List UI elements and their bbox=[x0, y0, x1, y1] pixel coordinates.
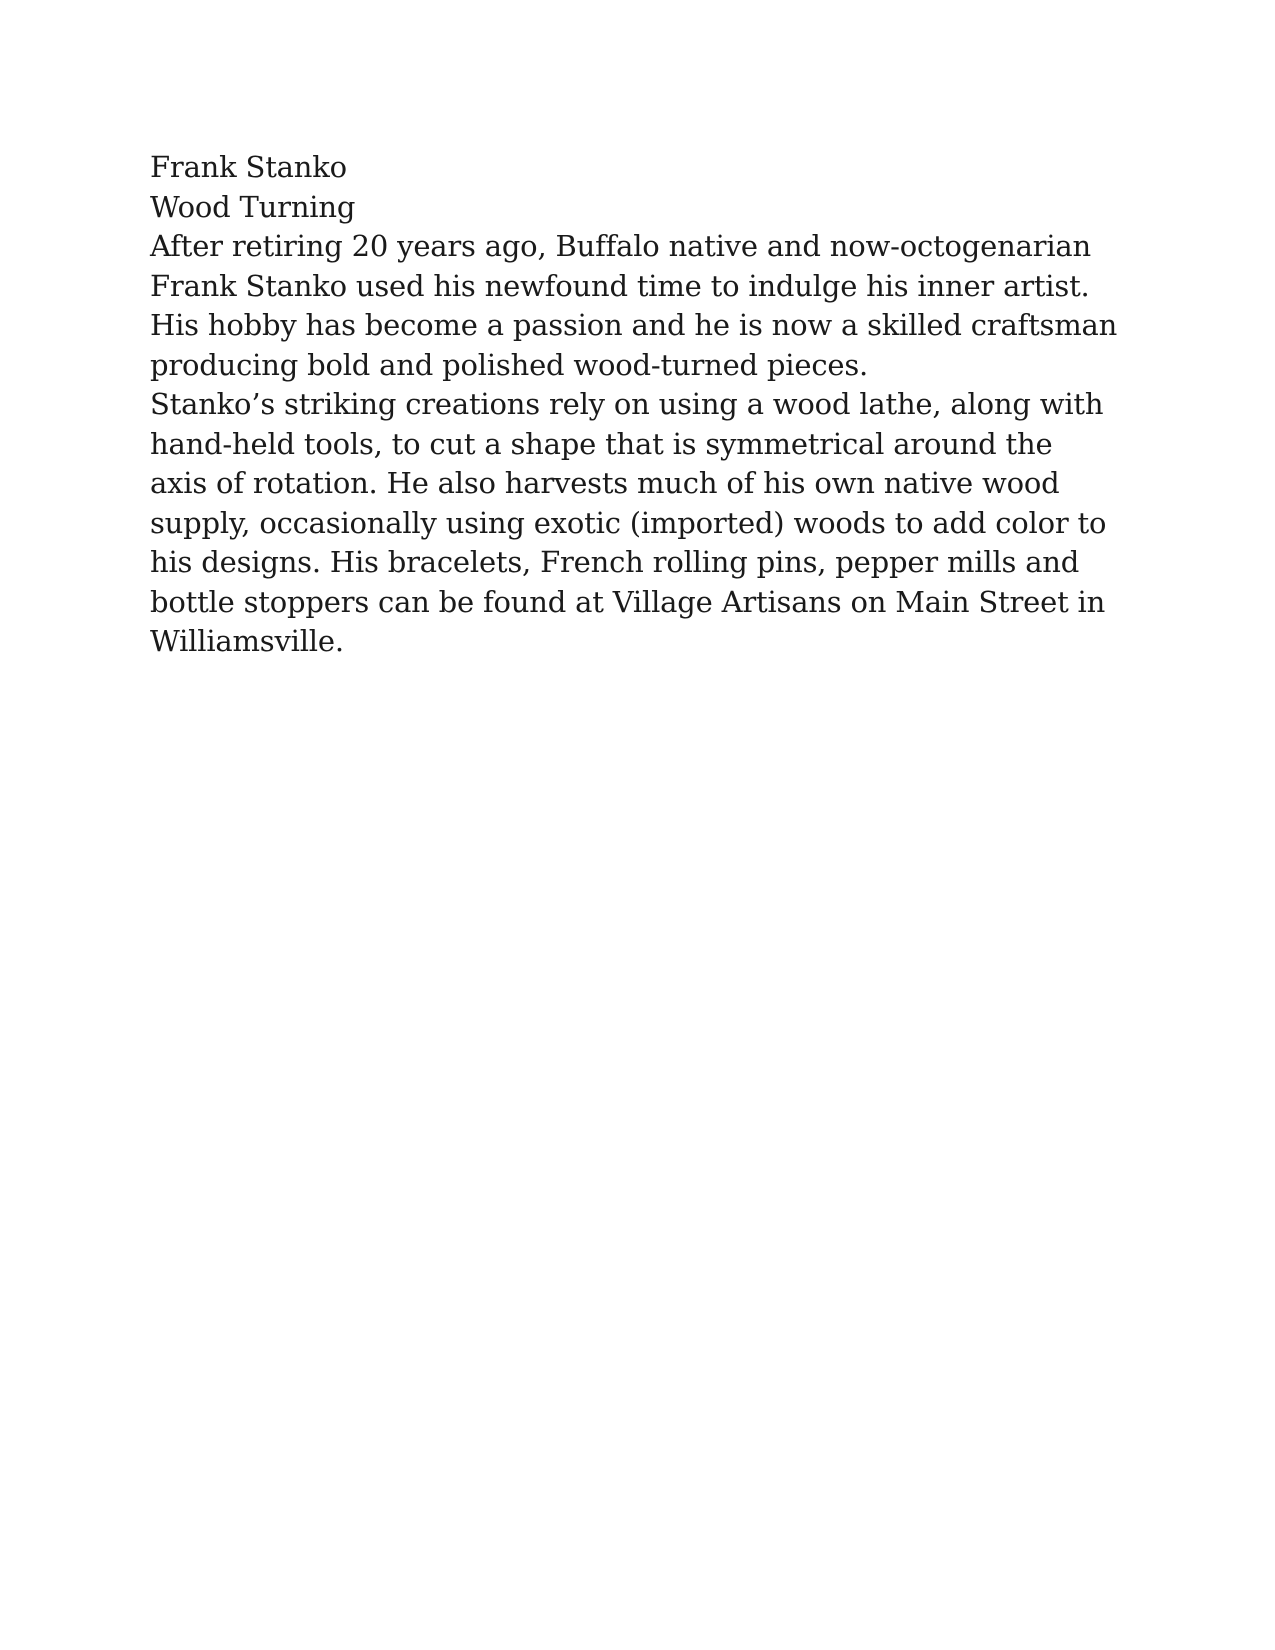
craft-title: Wood Turning bbox=[150, 189, 356, 224]
paragraph-1 bbox=[150, 227, 1140, 385]
paragraph-line: hand-held tools, to cut a shape that is symmetrical around the bbox=[150, 426, 1053, 461]
paragraph-2 bbox=[150, 385, 1140, 662]
paragraph-line: After retiring 20 years ago, Buffalo native and now-octogenarian bbox=[150, 229, 1091, 263]
artist-name: Frank Stanko bbox=[150, 150, 347, 184]
paragraph-line: Williamsville. bbox=[150, 624, 344, 658]
paragraph-line: producing bold and polished wood-turned pieces. bbox=[150, 347, 869, 382]
paragraph-line: Frank Stanko used his newfound time to indulge his inner artist. bbox=[150, 268, 1090, 303]
document-body bbox=[150, 148, 1140, 662]
paragraph-line: his designs. His bracelets, French rolling pins, pepper mills and bbox=[150, 545, 1080, 579]
paragraph-line: bottle stoppers can be found at Village Artisans on Main Street in bbox=[150, 584, 1106, 619]
paragraph-line: His hobby has become a passion and he is now a skilled craftsman bbox=[150, 308, 1118, 342]
paragraph-line: axis of rotation. He also harvests much of his own native wood bbox=[150, 466, 1060, 500]
paragraph-line: Stanko’s striking creations rely on using a wood lathe, along with bbox=[150, 387, 1104, 421]
paragraph-line: supply, occasionally using exotic (imported) woods to add color to bbox=[150, 505, 1107, 540]
